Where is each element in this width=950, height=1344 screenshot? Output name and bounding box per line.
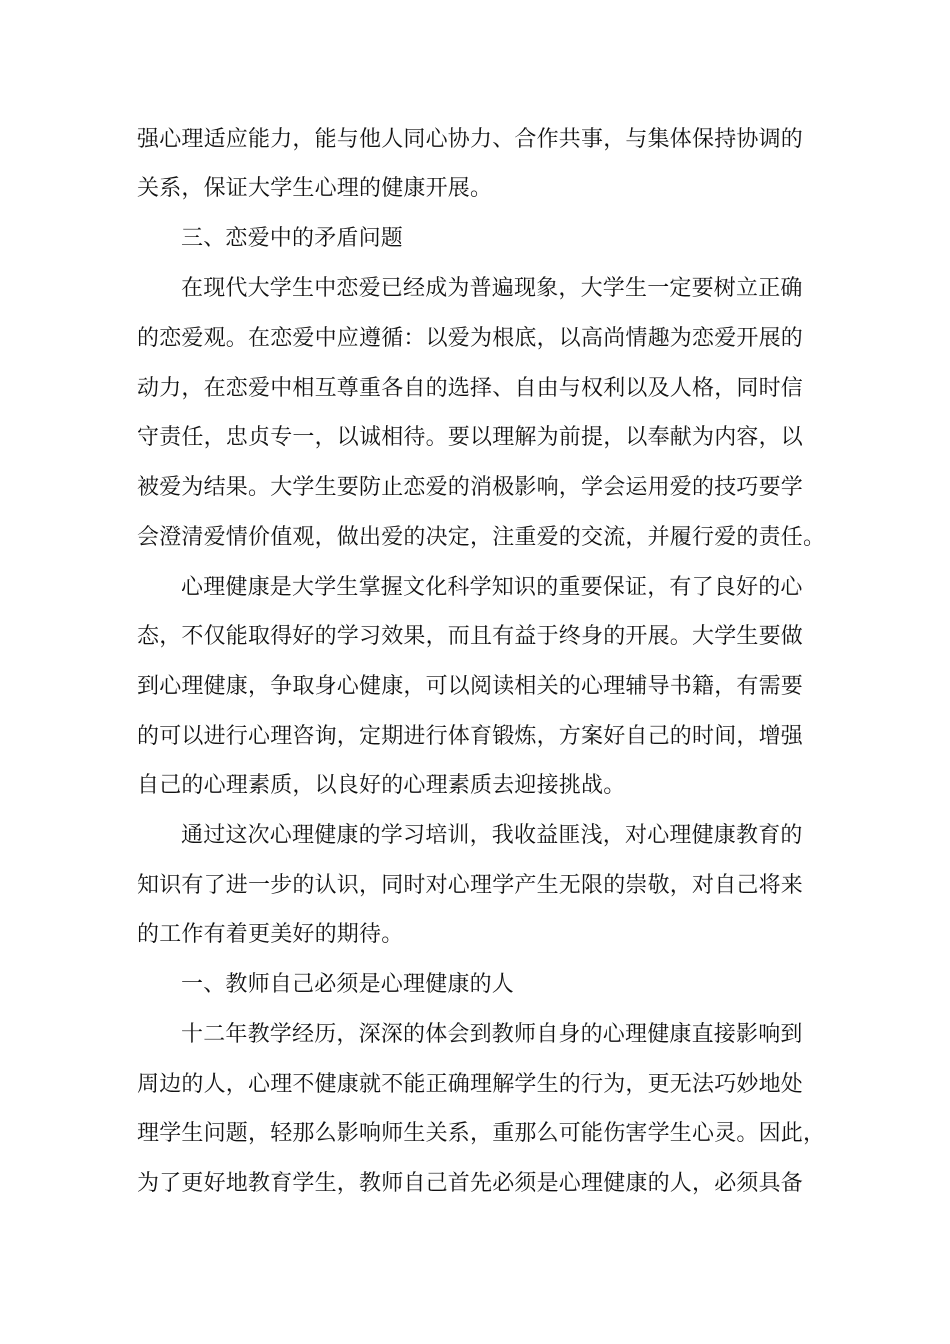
- text-line: 十二年教学经历，深深的体会到教师自身的心理健康直接影响到: [181, 1022, 803, 1047]
- text-line: 到心理健康，争取身心健康，可以阅读相关的心理辅导书籍，有需要: [137, 674, 804, 699]
- section-heading: 一、教师自己必须是心理健康的人: [181, 972, 515, 997]
- text-line: 关系，保证大学生心理的健康开展。: [137, 176, 493, 201]
- text-line: 态，不仅能取得好的学习效果，而且有益于终身的开展。大学生要做: [137, 624, 804, 649]
- text-line: 通过这次心理健康的学习培训，我收益匪浅，对心理健康教育的: [181, 823, 803, 848]
- text-line: 动力，在恋爱中相互尊重各自的选择、自由与权利以及人格，同时信: [137, 376, 804, 401]
- text-line: 的恋爱观。在恋爱中应遵循：以爱为根底，以高尚情趣为恋爱开展的: [137, 326, 804, 351]
- text-line: 会澄清爱情价值观，做出爱的决定，注重爱的交流，并履行爱的责任。: [137, 525, 826, 550]
- text-line: 强心理适应能力，能与他人同心协力、合作共事，与集体保持协调的: [137, 127, 804, 152]
- text-line: 的可以进行心理咨询，定期进行体育锻炼，方案好自己的时间，增强: [137, 724, 804, 749]
- text-line: 自己的心理素质，以良好的心理素质去迎接挑战。: [137, 773, 626, 798]
- text-line: 心理健康是大学生掌握文化科学知识的重要保证，有了良好的心: [181, 575, 803, 600]
- text-line: 守责任，忠贞专一，以诚相待。要以理解为前提，以奉献为内容，以: [137, 425, 804, 450]
- text-line: 为了更好地教育学生，教师自己首先必须是心理健康的人，必须具备: [137, 1171, 804, 1196]
- text-line: 的工作有着更美好的期待。: [137, 922, 404, 947]
- section-heading: 三、恋爱中的矛盾问题: [181, 226, 404, 251]
- text-line: 被爱为结果。大学生要防止恋爱的消极影响，学会运用爱的技巧要学: [137, 475, 804, 500]
- text-line: 知识有了进一步的认识，同时对心理学产生无限的崇敬，对自己将来: [137, 873, 804, 898]
- text-line: 在现代大学生中恋爱已经成为普遍现象，大学生一定要树立正确: [181, 276, 803, 301]
- text-line: 周边的人，心理不健康就不能正确理解学生的行为，更无法巧妙地处: [137, 1072, 804, 1097]
- text-line: 理学生问题，轻那么影响师生关系，重那么可能伤害学生心灵。因此，: [137, 1121, 826, 1146]
